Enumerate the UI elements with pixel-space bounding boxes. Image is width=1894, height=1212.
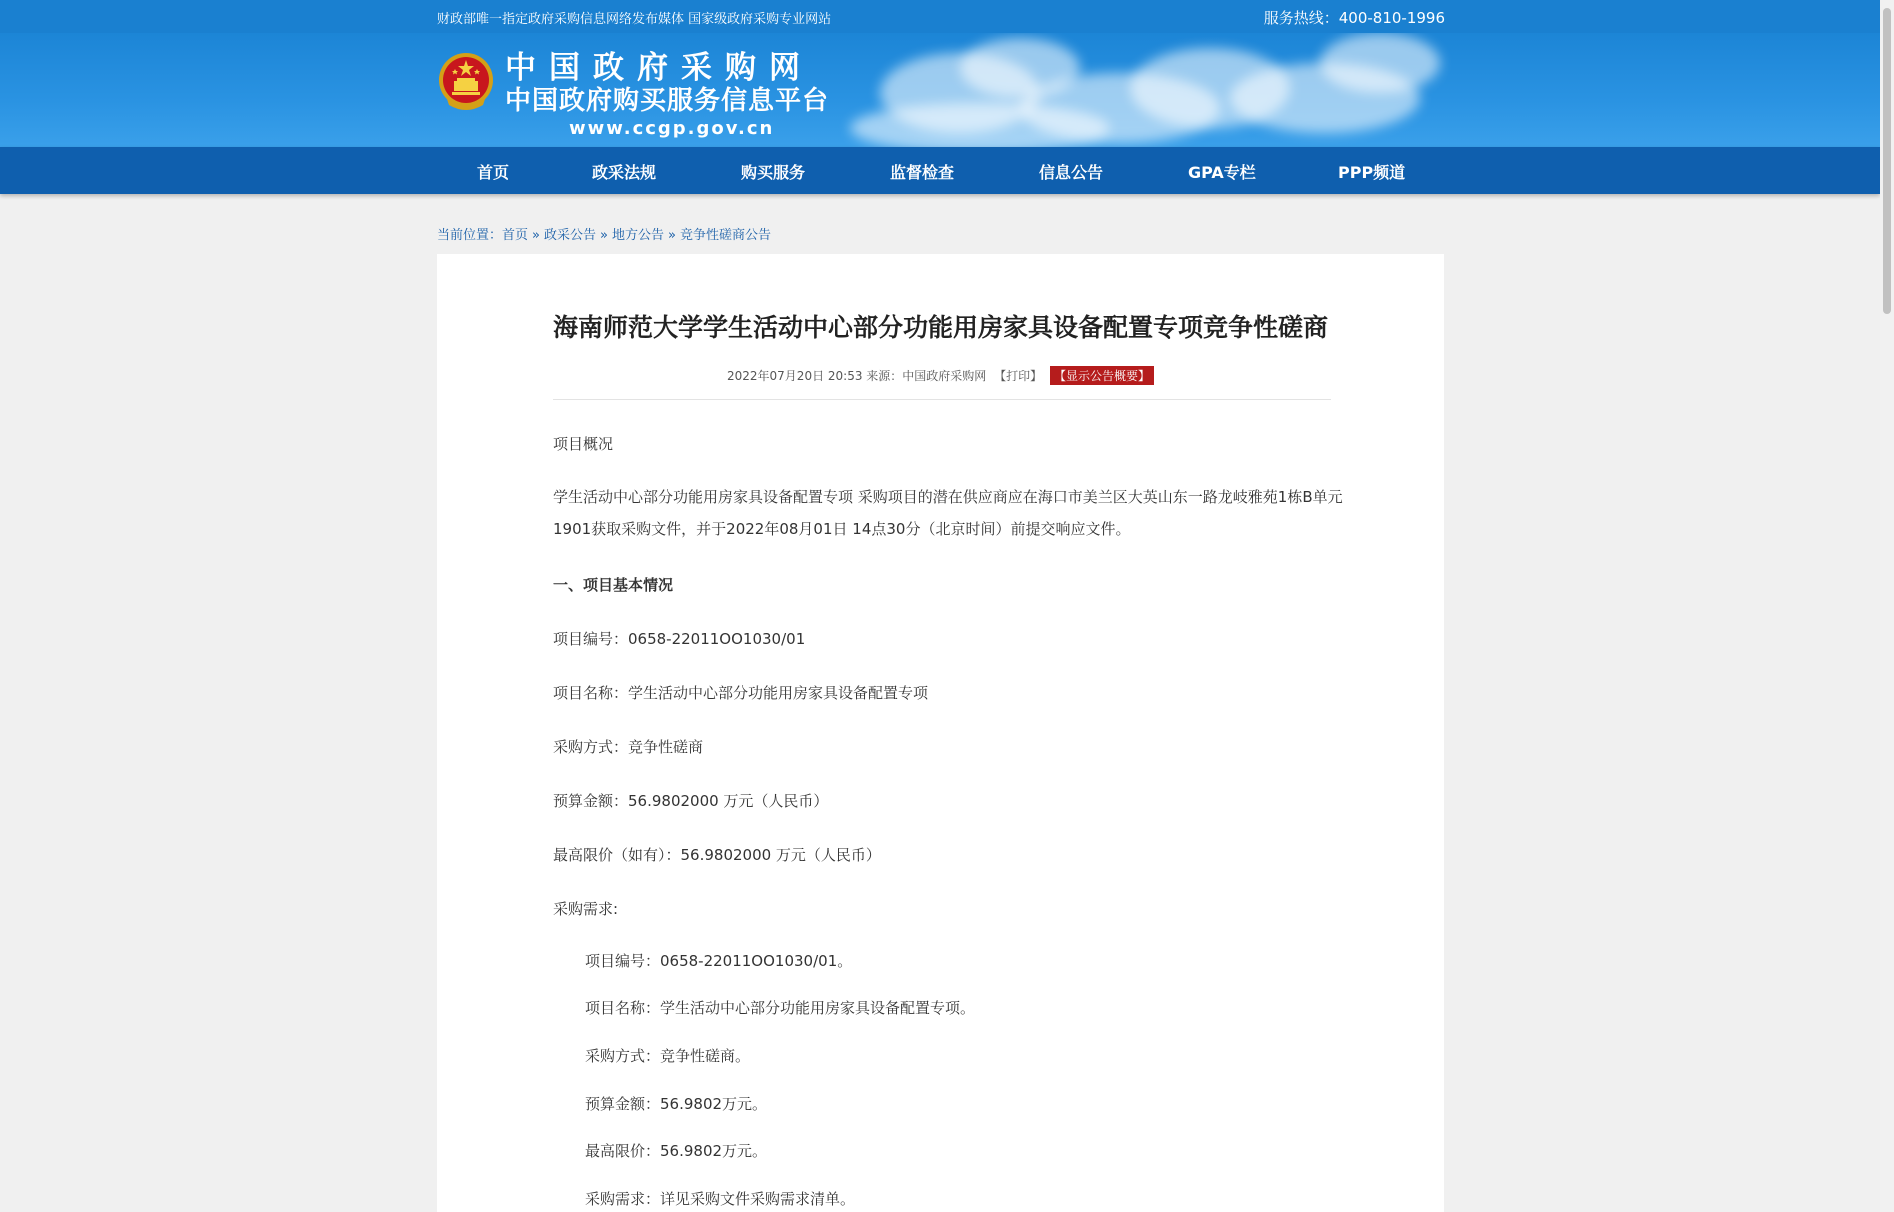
article-meta [437,366,1444,385]
req-item: 项目编号：0658-22011OO1030/01。 [585,952,853,970]
section1-heading: 一、项目基本情况 [553,576,674,594]
nav-item-regulations[interactable]: 政采法规 [592,163,657,182]
top-bar-slogan: 财政部唯一指定政府采购信息网络发布媒体 国家级政府采购专业网站 [437,12,832,27]
breadcrumb-separator: » [600,228,608,243]
req-item: 采购方式：竞争性磋商。 [585,1047,751,1065]
nav-item-ppp[interactable]: PPP频道 [1338,163,1406,182]
top-bar [0,0,1880,33]
breadcrumb-separator: » [668,228,676,243]
site-title-line2: 中国政府购买服务信息平台 [505,86,830,116]
breadcrumb-announcements[interactable]: 政采公告 [544,228,597,243]
show-summary-button[interactable]: 【显示公告概要】 [1050,366,1154,385]
breadcrumb-local[interactable]: 地方公告 [611,228,664,243]
overview-text: 学生活动中心部分功能用房家具设备配置专项 采购项目的潜在供应商应在海口市美兰区大英山东一路龙岐雅苑1栋B单元1901获取采购文件，并于2022年08月01日 14点30分（北京时间）前提交响应文件。 [553,488,1343,538]
main-nav [0,147,1880,194]
requirements-label: 采购需求: [553,900,619,918]
breadcrumb-home[interactable]: 首页 [502,228,529,243]
site-url: www.ccgp.gov.cn [569,118,775,139]
nav-item-purchase-services[interactable]: 购买服务 [741,163,806,182]
req-item: 采购需求：详见采购文件采购需求清单。 [585,1190,856,1208]
article-title: 海南师范大学学生活动中心部分功能用房家具设备配置专项竞争性磋商 [552,313,1328,342]
service-hotline: 服务热线：400-810-1996 [1263,9,1445,27]
national-emblem-icon [437,51,495,113]
project-number: 项目编号：0658-22011OO1030/01 [553,630,806,648]
scrollbar-thumb[interactable] [1883,8,1891,314]
overview-heading: 项目概况 [553,435,614,453]
procurement-method: 采购方式：竞争性磋商 [553,738,704,756]
site-title-line1: 中国政府采购网 [505,50,813,86]
req-item: 预算金额：56.9802万元。 [585,1095,768,1113]
budget-amount: 预算金额：56.9802000 万元（人民币） [553,792,829,810]
breadcrumb-separator: » [532,228,540,243]
nav-item-supervision[interactable]: 监督检查 [890,163,955,182]
nav-item-announcements[interactable]: 信息公告 [1039,163,1104,182]
breadcrumb [437,224,771,243]
article-date-source: 2022年07月20日 20:53 来源：中国政府采购网 [727,369,987,383]
title-divider [553,399,1331,400]
req-item: 项目名称：学生活动中心部分功能用房家具设备配置专项。 [585,999,976,1017]
nav-item-gpa[interactable]: GPA专栏 [1188,163,1256,182]
nav-item-home[interactable]: 首页 [477,163,510,182]
print-link[interactable]: 【打印】 [994,369,1043,383]
site-header [0,33,1880,147]
project-name: 项目名称：学生活动中心部分功能用房家具设备配置专项 [553,684,929,702]
article-card [437,254,1444,1212]
max-price: 最高限价（如有）：56.9802000 万元（人民币） [553,846,881,864]
req-item: 最高限价：56.9802万元。 [585,1142,768,1160]
breadcrumb-prefix: 当前位置： [437,228,503,243]
page-scrollbar[interactable] [1880,0,1894,1212]
breadcrumb-consultation[interactable]: 竞争性磋商公告 [679,228,771,243]
